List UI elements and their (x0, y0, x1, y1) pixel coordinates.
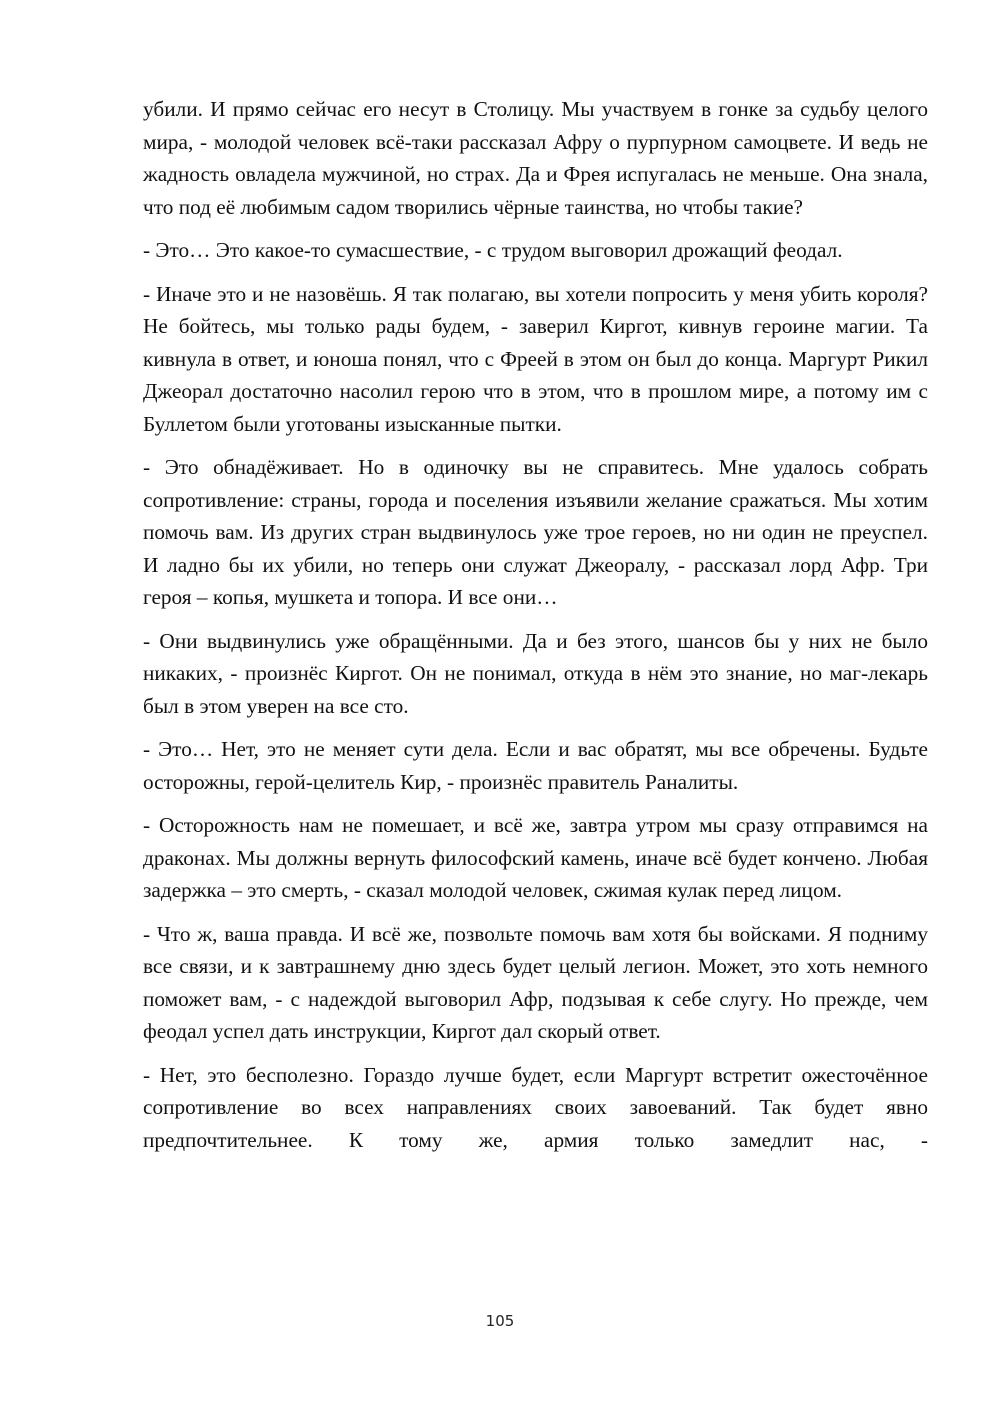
paragraph-7: - Осторожность нам не помешает, и всё же, завтра утром мы сразу отправимся на драконах. Мы должны вернуть философский камень, иначе всё будет кончено. Любая задержка – это смерть, - сказал молодой человек, сжимая кулак перед лицом. (143, 813, 928, 902)
page-number: 105 (485, 1312, 515, 1330)
paragraph-1: убили. И прямо сейчас его несут в Столицу. Мы участвуем в гонке за судьбу целого мира, - молодой человек всё-таки рассказал Афру о пурпурном самоцвете. И ведь не жадность овладела мужчиной, но страх. Да и Фрея испугалась не меньше. Она знала, что под её любимым садом творились чёрные таинства, но чтобы такие? (143, 97, 928, 219)
paragraph-3: - Иначе это и не назовёшь. Я так полагаю, вы хотели попросить у меня убить короля? Не бойтесь, мы только рады будем, - заверил Киргот, кивнув героине магии. Та кивнула в ответ, и юноша понял, что с Фреей в этом он был до конца. Маргурт Рикил Джеорал достаточно насолил герою что в этом, что в прошлом мире, а потому им с Буллетом были уготованы изысканные пытки. (143, 281, 928, 436)
document-page-body (143, 93, 928, 1167)
paragraph-8: - Что ж, ваша правда. И всё же, позвольте помочь вам хотя бы войсками. Я подниму все связи, и к завтрашнему дню здесь будет целый легион. Может, это хоть немного поможет вам, - с надеждой выговорил Афр, подзывая к себе слугу. Но прежде, чем феодал успел дать инструкции, Киргот дал скорый ответ. (143, 921, 928, 1043)
paragraph-4: - Это обнадёживает. Но в одиночку вы не справитесь. Мне удалось собрать сопротивление: страны, города и поселения изъявили желание сражаться. Мы хотим помочь вам. Из других стран выдвинулось уже трое героев, но ни один не преуспел. И ладно бы их убили, но теперь они служат Джеоралу, - рассказал лорд Афр. Три героя – копья, мушкета и топора. И все они… (143, 455, 928, 609)
paragraph-6: - Это… Нет, это не меняет сути дела. Если и вас обратят, мы все обречены. Будьте осторожны, герой-целитель Кир, - произнёс правитель Раналиты. (143, 737, 928, 794)
paragraph-2: - Это… Это какое-то сумасшествие, - с трудом выговорил дрожащий феодал. (143, 238, 843, 262)
paragraph-9: - Нет, это бесполезно. Гораздо лучше будет, если Маргурт встретит ожесточённое сопротивление во всех направлениях своих завоеваний. Так будет явно предпочтительнее. К тому же, армия только замедлит нас, - (143, 1062, 928, 1152)
paragraph-5: - Они выдвинулись уже обращёнными. Да и без этого, шансов бы у них не было никаких, - произнёс Киргот. Он не понимал, откуда в нём это знание, но маг-лекарь был в этом уверен на все сто. (143, 628, 928, 718)
